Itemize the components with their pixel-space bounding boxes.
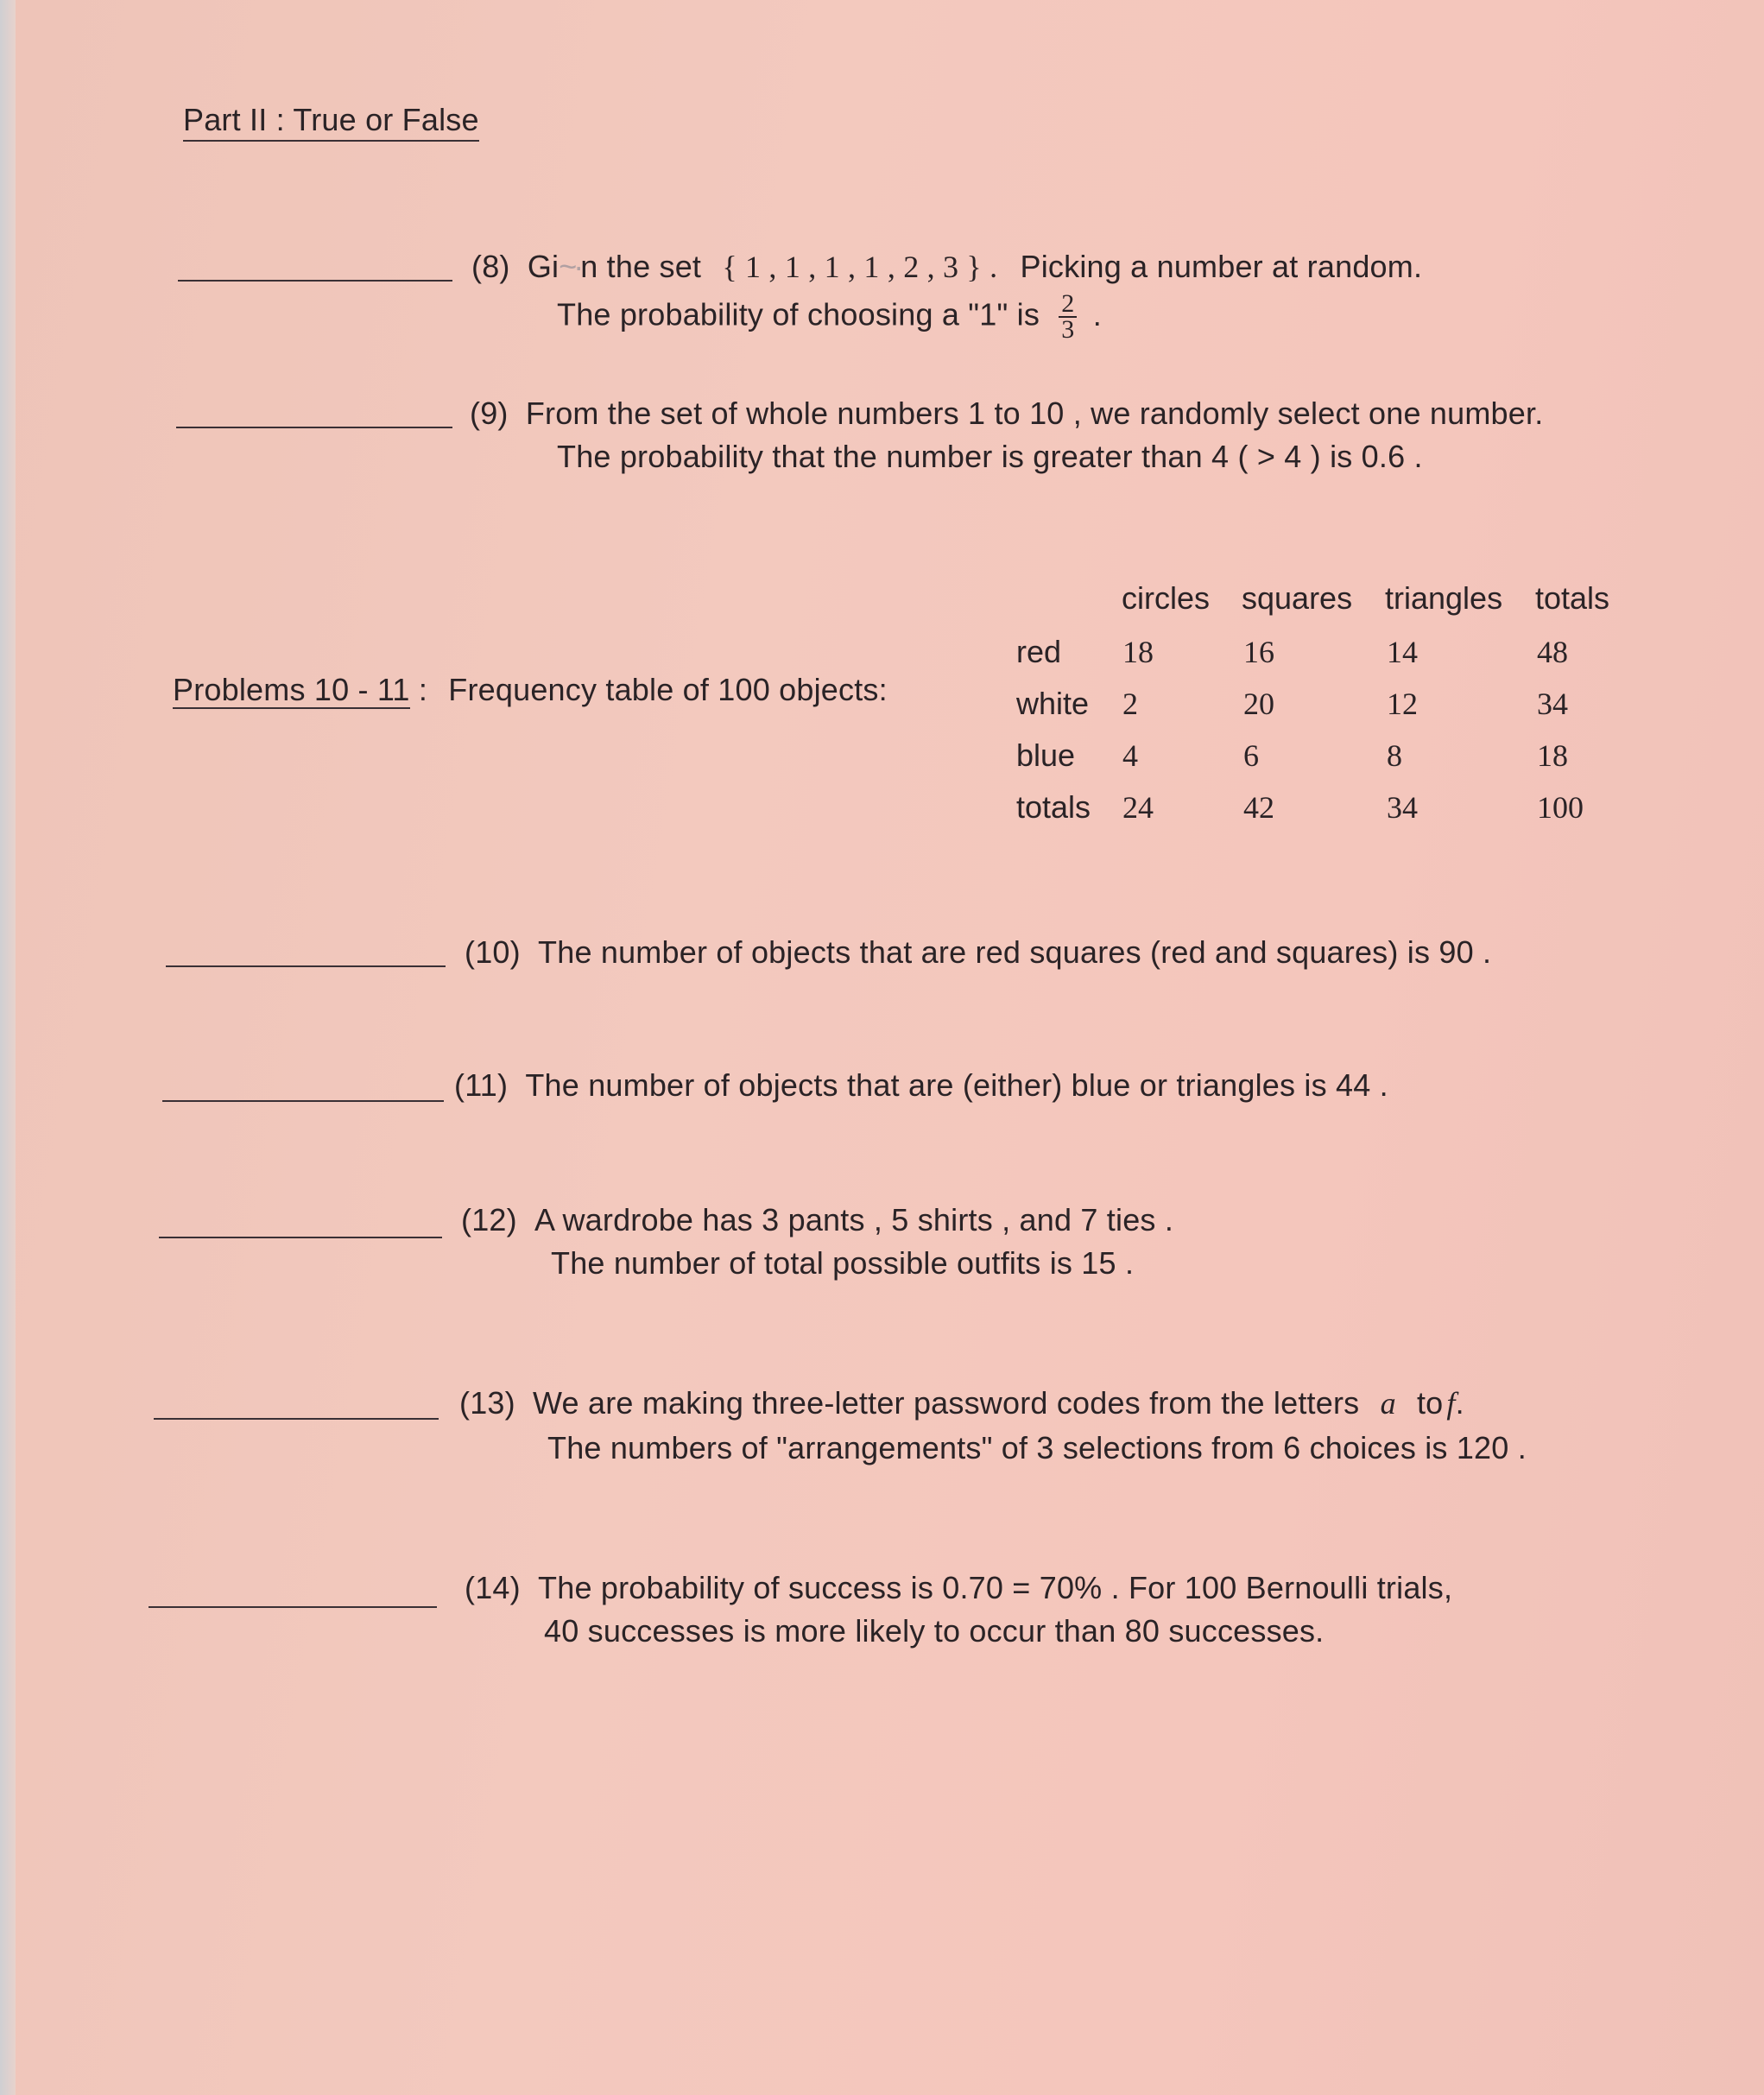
question-8-line-1	[471, 249, 1422, 285]
question-9-line-2: The probability that the number is greater than 4 ( > 4 ) is 0.6 .	[557, 439, 1423, 474]
table-row-label-blue: blue	[1016, 737, 1076, 773]
table-cell-red-squares: 16	[1243, 635, 1274, 669]
question-13-letter-f: f	[1446, 1386, 1456, 1421]
question-8-number: (8)	[471, 249, 510, 284]
question-8-text-b: n the set	[580, 249, 702, 284]
answer-blank-8[interactable]	[178, 280, 452, 282]
question-13-line-1	[459, 1385, 1464, 1421]
question-13-line-2: The numbers of "arrangements" of 3 selections from 6 choices is 120 .	[547, 1430, 1527, 1465]
answer-blank-10[interactable]	[166, 965, 446, 967]
fraction-two-thirds	[1059, 289, 1077, 344]
page-edge-shadow	[0, 0, 16, 2095]
question-11-text: The number of objects that are (either) blue or triangles is 44 .	[525, 1067, 1388, 1103]
question-14-number: (14)	[465, 1570, 521, 1605]
question-10-text: The number of objects that are red squares (red and squares) is 90 .	[538, 934, 1492, 970]
question-13-text-1: We are making three-letter password codes from the letters	[533, 1385, 1360, 1421]
question-8-set: { 1 , 1 , 1 , 1 , 2 , 3 } .	[722, 250, 998, 284]
question-8-text-a: Gi	[527, 249, 560, 284]
question-9-text-1: From the set of whole numbers 1 to 10 , we randomly select one number.	[525, 396, 1544, 431]
table-cell-red-totals: 48	[1537, 635, 1568, 669]
table-cell-totals-circles: 24	[1122, 790, 1154, 825]
question-14-line-1	[465, 1570, 1452, 1606]
table-row-label-white: white	[1016, 686, 1090, 721]
question-9-line-1	[470, 396, 1543, 432]
section-title: Part II : True or False	[183, 102, 479, 142]
smudge-mark: ~·	[559, 249, 581, 284]
table-header-circles: circles	[1122, 580, 1211, 616]
question-10-number: (10)	[465, 934, 521, 970]
fraction-numerator: 2	[1059, 292, 1077, 318]
answer-blank-11[interactable]	[162, 1100, 444, 1102]
question-12-line-2: The number of total possible outfits is 15 .	[551, 1245, 1135, 1281]
table-cell-blue-squares: 6	[1243, 738, 1259, 773]
table-cell-red-triangles: 14	[1387, 635, 1418, 669]
answer-blank-9[interactable]	[176, 427, 452, 428]
table-cell-white-triangles: 12	[1387, 687, 1418, 721]
question-9-number: (9)	[470, 396, 509, 431]
table-header-totals: totals	[1535, 580, 1610, 616]
question-13-text-2: to	[1416, 1385, 1444, 1421]
fraction-denominator: 3	[1061, 315, 1075, 344]
question-14-text-1: The probability of success is 0.70 = 70% . For 100 Bernoulli trials,	[538, 1570, 1453, 1605]
table-row-label-totals: totals	[1016, 789, 1091, 825]
table-row-label-red: red	[1016, 634, 1062, 669]
question-10-line	[465, 934, 1491, 971]
table-cell-white-totals: 34	[1537, 687, 1568, 721]
table-cell-white-circles: 2	[1122, 687, 1138, 721]
question-11-number: (11)	[454, 1067, 509, 1103]
question-12-text-1: A wardrobe has 3 pants , 5 shirts , and 7 ties .	[534, 1202, 1174, 1237]
question-12-number: (12)	[461, 1202, 517, 1237]
question-8-period: .	[1092, 296, 1102, 332]
question-13-period: .	[1455, 1385, 1464, 1421]
table-cell-blue-totals: 18	[1537, 738, 1568, 773]
question-12-line-1	[461, 1202, 1173, 1238]
problems-label: Problems 10 - 11	[173, 672, 410, 707]
answer-blank-13[interactable]	[154, 1418, 439, 1420]
table-cell-totals-squares: 42	[1243, 790, 1274, 825]
table-cell-red-circles: 18	[1122, 635, 1154, 669]
question-8-text-c: Picking a number at random.	[1020, 249, 1423, 284]
answer-blank-14[interactable]	[149, 1606, 437, 1608]
table-cell-blue-triangles: 8	[1387, 738, 1402, 773]
question-11-line	[454, 1067, 1388, 1104]
table-cell-totals-totals: 100	[1537, 790, 1584, 825]
problems-caption	[173, 672, 888, 708]
table-cell-white-squares: 20	[1243, 687, 1274, 721]
question-13-number: (13)	[459, 1385, 515, 1421]
question-8-line-2	[557, 289, 1102, 344]
frequency-caption: Frequency table of 100 objects:	[448, 672, 888, 707]
question-8-text-d: The probability of choosing a "1" is	[557, 296, 1040, 332]
table-cell-totals-triangles: 34	[1387, 790, 1418, 825]
table-header-triangles: triangles	[1385, 580, 1503, 616]
question-13-letter-a: a	[1380, 1386, 1396, 1421]
answer-blank-12[interactable]	[159, 1237, 442, 1238]
table-cell-blue-circles: 4	[1122, 738, 1138, 773]
table-header-squares: squares	[1242, 580, 1353, 616]
problems-colon: :	[418, 672, 428, 707]
question-14-line-2: 40 successes is more likely to occur than 80 successes.	[544, 1613, 1325, 1649]
